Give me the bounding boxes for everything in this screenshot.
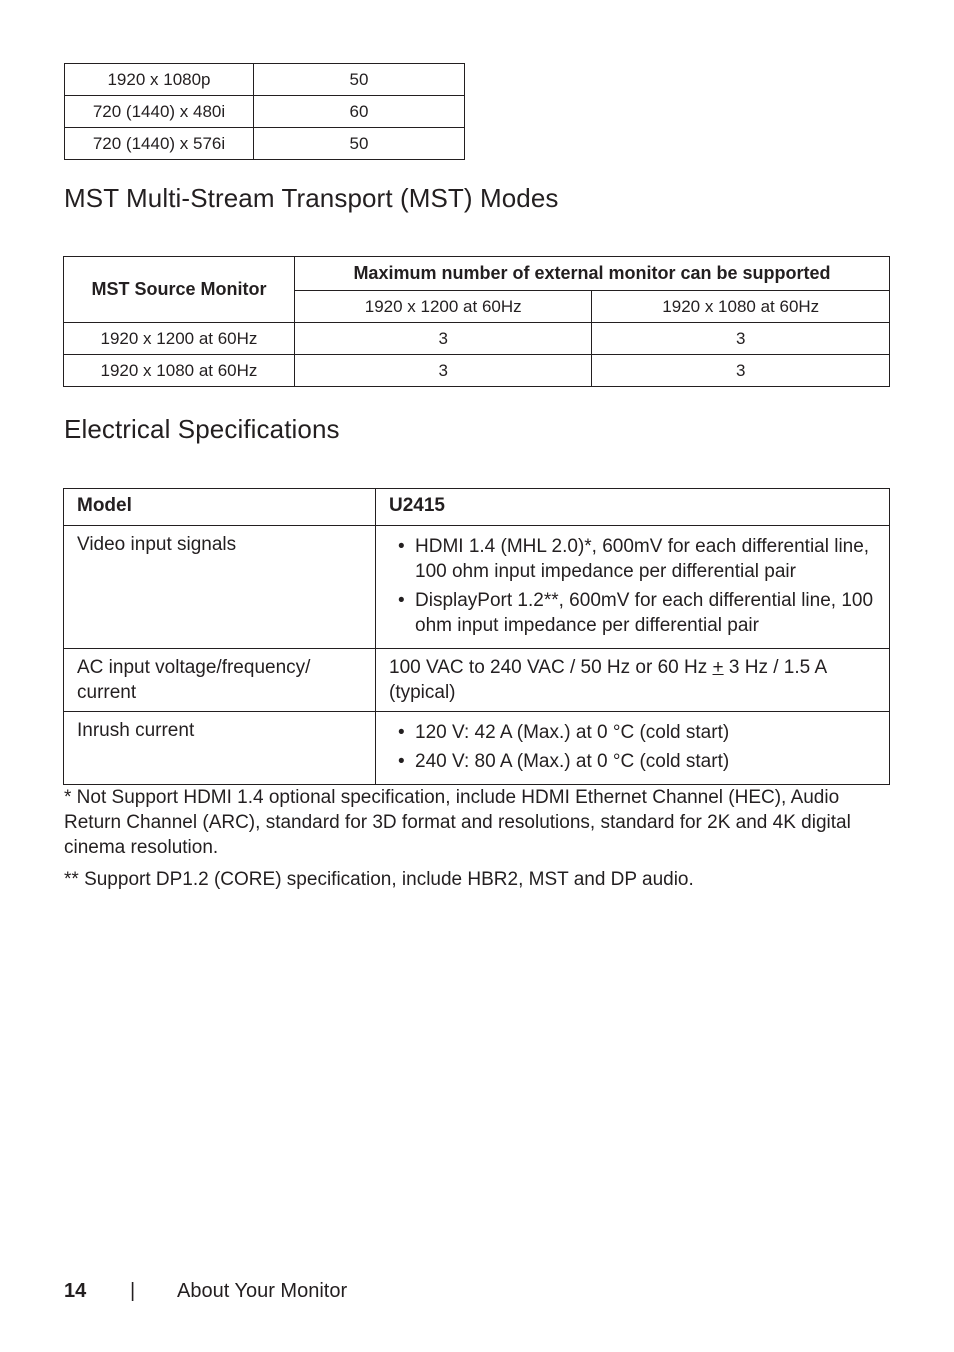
table-row xyxy=(65,64,465,96)
resolution-cell: 720 (1440) x 576i xyxy=(65,128,254,160)
table-row xyxy=(65,128,465,160)
table-row xyxy=(64,649,890,712)
video-input-value xyxy=(376,526,890,649)
resolution-cell: 720 (1440) x 480i xyxy=(65,96,254,128)
table-row xyxy=(64,323,890,355)
footer-separator: | xyxy=(130,1280,136,1302)
ac-value-start: 100 VAC to 240 VAC / 50 Hz or 60 Hz xyxy=(389,657,713,678)
inrush-current-value xyxy=(376,712,890,785)
list-item: • HDMI 1.4 (MHL 2.0)*, 600mV for each differential line, 100 ohm input impedance per differential pair xyxy=(389,534,885,584)
video-input-label: Video input signals xyxy=(64,526,376,649)
ac-input-label: AC input voltage/frequency/ current xyxy=(64,649,376,712)
table-row xyxy=(65,96,465,128)
ac-input-value xyxy=(376,649,890,712)
footnote-dp: ** Support DP1.2 (CORE) specification, include HBR2, MST and DP audio. xyxy=(64,869,694,890)
value-cell: 3 xyxy=(592,323,890,355)
ac-value-end: 3 Hz / 1.5 A (typical) xyxy=(389,657,827,703)
value-cell: 3 xyxy=(592,355,890,387)
plus-minus-symbol: + xyxy=(712,657,724,678)
subheader-cell: 1920 x 1080 at 60Hz xyxy=(592,291,890,323)
table-row xyxy=(64,355,890,387)
footnote-hdmi: * Not Support HDMI 1.4 optional specification, include HDMI Ethernet Channel (HEC), Audio Return Channel (ARC), standard for 3D format and resolutions, standard for 2K and 4K digital cinema resolution. xyxy=(64,787,851,858)
electrical-section-heading: Electrical Specifications xyxy=(64,414,340,444)
resolution-table xyxy=(64,63,465,160)
mst-source-header: MST Source Monitor xyxy=(64,257,295,323)
subheader-cell: 1920 x 1200 at 60Hz xyxy=(294,291,592,323)
frequency-cell: 50 xyxy=(254,64,465,96)
model-value: U2415 xyxy=(376,489,890,526)
table-header-row xyxy=(64,489,890,526)
frequency-cell: 60 xyxy=(254,96,465,128)
value-cell: 3 xyxy=(294,323,592,355)
table-header-row xyxy=(64,257,890,291)
source-cell: 1920 x 1080 at 60Hz xyxy=(64,355,295,387)
mst-modes-table xyxy=(63,256,890,387)
source-cell: 1920 x 1200 at 60Hz xyxy=(64,323,295,355)
list-item: • 120 V: 42 A (Max.) at 0 °C (cold start) xyxy=(389,720,885,745)
frequency-cell: 50 xyxy=(254,128,465,160)
inrush-current-label: Inrush current xyxy=(64,712,376,785)
table-row xyxy=(64,526,890,649)
model-label: Model xyxy=(64,489,376,526)
list-item: • 240 V: 80 A (Max.) at 0 °C (cold start) xyxy=(389,749,885,774)
page-number: 14 xyxy=(64,1280,87,1302)
video-input-list xyxy=(389,534,885,638)
value-cell: 3 xyxy=(294,355,592,387)
table-row xyxy=(64,712,890,785)
resolution-cell: 1920 x 1080p xyxy=(65,64,254,96)
footer-section-title: About Your Monitor xyxy=(177,1280,348,1302)
inrush-list xyxy=(389,720,885,774)
mst-section-heading: MST Multi-Stream Transport (MST) Modes xyxy=(64,183,559,213)
list-item: • DisplayPort 1.2**, 600mV for each differential line, 100 ohm input impedance per differential pair xyxy=(389,588,885,638)
electrical-specs-table xyxy=(63,488,890,785)
max-monitors-header: Maximum number of external monitor can be supported xyxy=(294,257,889,291)
